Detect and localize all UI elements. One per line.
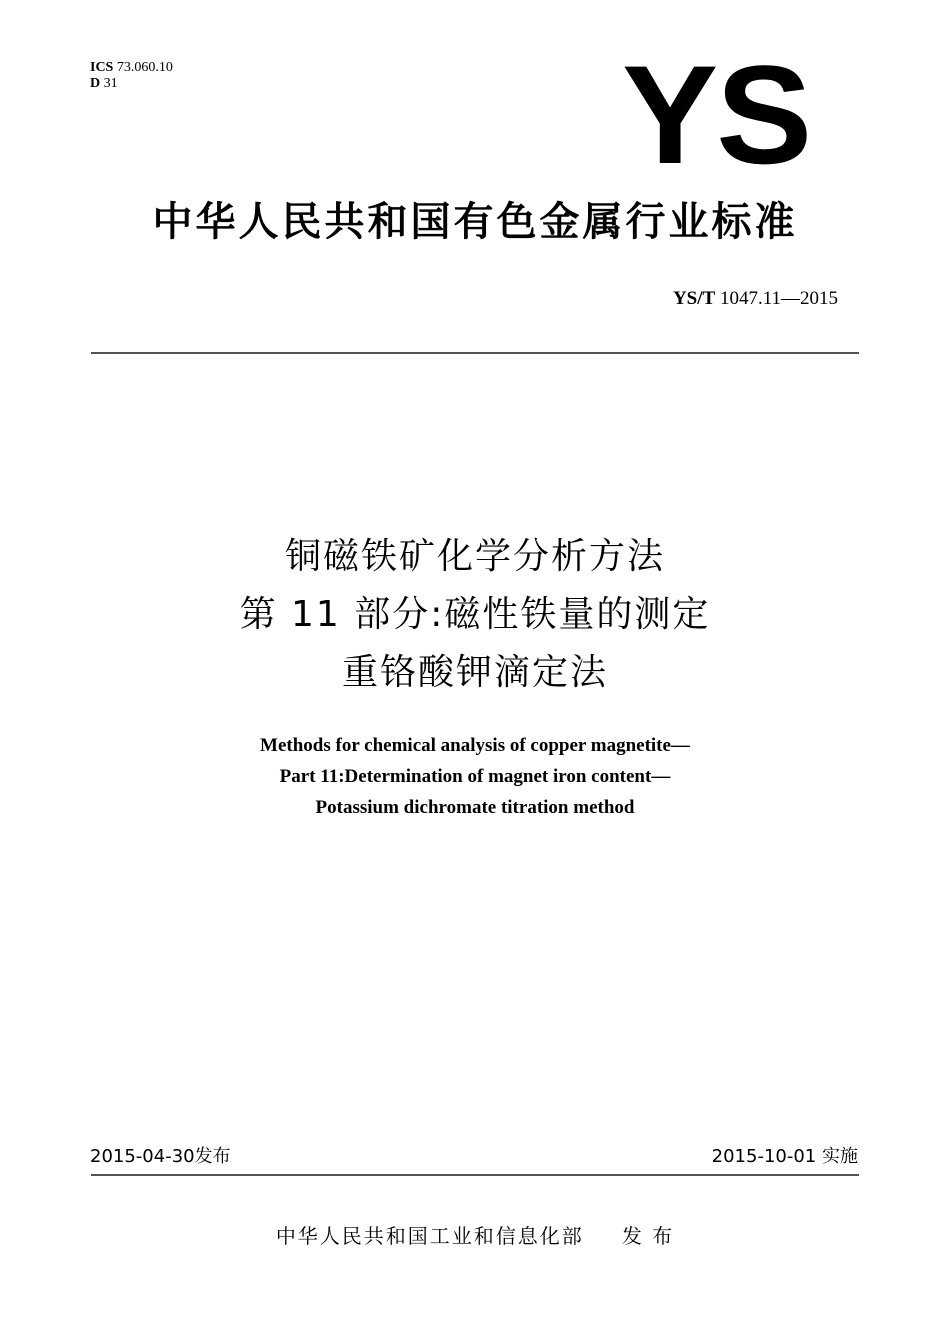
standard-number xyxy=(673,285,838,313)
issue-date-value: 2015-04-30 xyxy=(90,1146,195,1167)
implement-date-label: 实施 xyxy=(822,1146,858,1167)
english-title-line-3: Potassium dichromate titration method xyxy=(315,797,635,818)
issuer-name: 中华人民共和国工业和信息化部 xyxy=(275,1224,584,1248)
issue-date xyxy=(90,1143,231,1171)
issue-date-label: 发布 xyxy=(194,1146,231,1167)
ccs-label: D xyxy=(90,76,101,91)
bottom-divider xyxy=(91,1174,859,1176)
standard-number-value: 1047.11—2015 xyxy=(719,288,838,309)
classification-codes xyxy=(90,60,173,92)
standard-number-prefix: YS/T xyxy=(672,288,716,309)
ys-logo: YS xyxy=(622,36,811,193)
english-title-line-2: Part 11:Determination of magnet iron content— xyxy=(279,766,671,787)
ics-code: 73.060.10 xyxy=(116,60,173,75)
implement-date-value: 2015-10-01 xyxy=(711,1146,817,1167)
standard-category-name: 中华人民共和国有色金属行业标准 xyxy=(152,199,798,245)
english-title xyxy=(0,730,950,823)
ccs-line xyxy=(90,76,173,92)
issuer-action: 发 布 xyxy=(621,1224,675,1248)
chinese-title-line-2: 第 11 部分:磁性铁量的测定 xyxy=(239,594,711,635)
english-title-line-1: Methods for chemical analysis of copper magnetite— xyxy=(260,735,690,756)
chinese-title-line-1: 铜磁铁矿化学分析方法 xyxy=(284,536,665,577)
ics-line xyxy=(90,60,173,76)
implement-date xyxy=(712,1143,858,1171)
chinese-title xyxy=(0,528,950,702)
ics-label: ICS xyxy=(90,60,114,75)
chinese-title-line-3: 重铬酸钾滴定法 xyxy=(341,652,608,693)
ccs-code: 31 xyxy=(103,76,118,91)
issuing-authority xyxy=(0,1220,950,1252)
top-divider xyxy=(91,352,859,354)
